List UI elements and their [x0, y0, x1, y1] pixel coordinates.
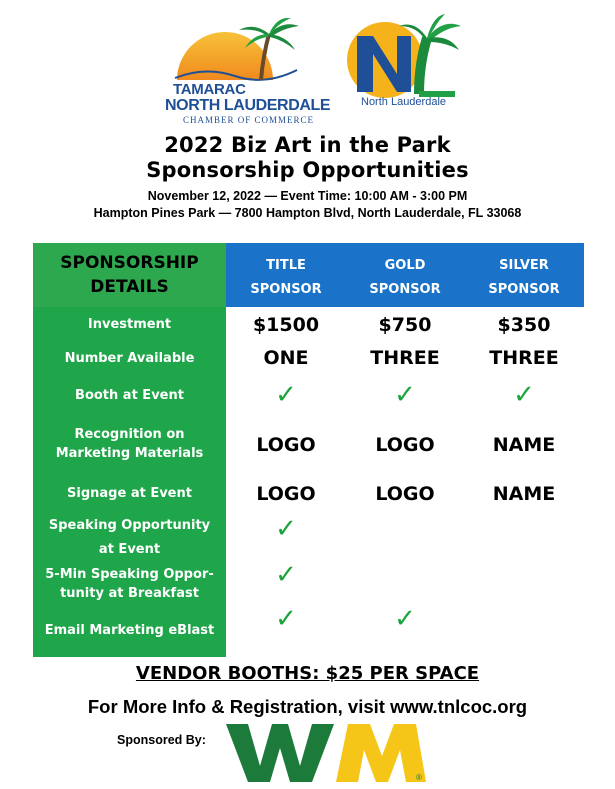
- column-header-silver-line2: SPONSOR: [488, 282, 560, 297]
- event-title: 2022 Biz Art in the Park: [164, 133, 451, 157]
- row-label-speaking-1: Speaking Opportunity: [48, 518, 211, 533]
- sponsor-values-grid: [226, 307, 584, 657]
- column-header-title-line2: SPONSOR: [250, 282, 322, 297]
- row-label-signage: Signage at Event: [67, 486, 192, 501]
- column-header-silver-line1: SILVER: [499, 258, 549, 273]
- event-location: Hampton Pines Park — 7800 Hampton Blvd, North Lauderdale, FL 33068: [93, 206, 522, 220]
- check-icon: ✓: [275, 604, 297, 634]
- wm-sponsor-logo: [226, 722, 426, 784]
- column-header-gold: [345, 254, 465, 302]
- cell-number-silver: THREE: [489, 347, 559, 369]
- chamber-logo-line1: TAMARAC: [173, 81, 246, 98]
- row-label-recognition-2: Marketing Materials: [55, 446, 204, 461]
- check-icon: ✓: [513, 380, 535, 410]
- wm-logo-icon: [226, 722, 426, 784]
- column-header-silver: [464, 254, 584, 302]
- event-subtitle: Sponsorship Opportunities: [146, 158, 469, 182]
- city-logo: [345, 14, 470, 114]
- vendor-booths-note: VENDOR BOOTHS: $25 PER SPACE: [135, 663, 480, 684]
- sponsor-level-header: [226, 243, 584, 307]
- chamber-logo-line3: CHAMBER OF COMMERCE: [183, 115, 315, 125]
- row-label-eblast: Email Marketing eBlast: [44, 623, 215, 638]
- city-logo-name: North Lauderdale: [361, 96, 447, 108]
- row-label-recognition-1: Recognition on: [74, 427, 185, 442]
- check-icon: ✓: [394, 380, 416, 410]
- check-icon: ✓: [275, 514, 297, 544]
- row-label-investment: Investment: [87, 317, 172, 332]
- column-header-gold-line1: GOLD: [384, 258, 426, 273]
- cell-signage-title: LOGO: [256, 483, 316, 505]
- cell-number-gold: THREE: [370, 347, 440, 369]
- check-icon: ✓: [275, 560, 297, 590]
- table-corner-header: [33, 243, 226, 307]
- row-label-breakfast-2: tunity at Breakfast: [60, 586, 199, 601]
- cell-number-title: ONE: [263, 347, 309, 369]
- sponsored-by-label: Sponsored By:: [117, 733, 206, 747]
- registered-mark: ®: [416, 773, 422, 782]
- cell-investment-gold: $750: [378, 314, 432, 336]
- corner-header-line1: SPONSORSHIP: [60, 253, 199, 273]
- cell-investment-title: $1500: [252, 314, 320, 336]
- registration-info: For More Info & Registration, visit www.tnlcoc.org: [87, 696, 528, 717]
- corner-header-line2: DETAILS: [90, 277, 169, 297]
- chamber-logo: [165, 18, 331, 128]
- cell-signage-silver: NAME: [492, 483, 556, 505]
- cell-recognition-silver: NAME: [492, 434, 556, 456]
- column-header-title: [226, 254, 346, 302]
- row-label-breakfast-1: 5-Min Speaking Oppor-: [45, 567, 214, 582]
- column-header-gold-line2: SPONSOR: [369, 282, 441, 297]
- cell-recognition-gold: LOGO: [375, 434, 435, 456]
- check-icon: ✓: [394, 604, 416, 634]
- event-date-time: November 12, 2022 — Event Time: 10:00 AM - 3:00 PM: [147, 189, 468, 203]
- cell-investment-silver: $350: [497, 314, 551, 336]
- cell-signage-gold: LOGO: [375, 483, 435, 505]
- chamber-logo-line2: NORTH LAUDERDALE: [165, 97, 331, 114]
- column-header-title-line1: TITLE: [266, 258, 306, 273]
- check-icon: ✓: [275, 380, 297, 410]
- cell-recognition-title: LOGO: [256, 434, 316, 456]
- row-label-number-available: Number Available: [64, 351, 195, 366]
- row-label-booth: Booth at Event: [75, 388, 184, 403]
- row-label-speaking-2: at Event: [98, 542, 161, 557]
